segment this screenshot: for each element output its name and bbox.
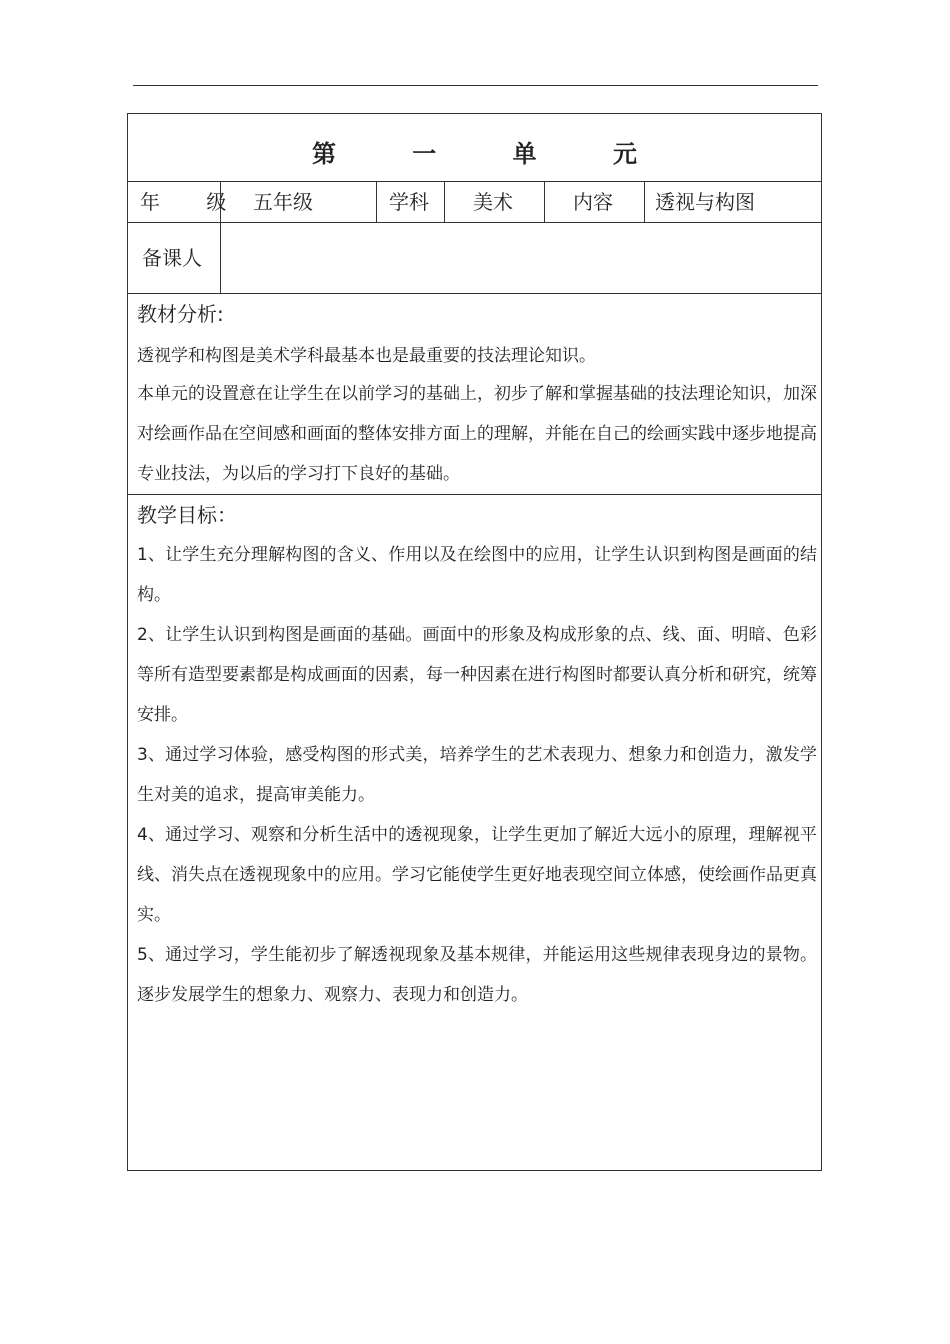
preparer-row [128, 223, 821, 294]
analysis-heading: 教材分析: [137, 302, 224, 326]
objective-item: 5、通过学习，学生能初步了解透视现象及基本规律，并能运用这些规律表现身边的景物。逐步发展学生的想象力、观察力、表现力和创造力。 [137, 945, 817, 1005]
subject-value: 美术 [445, 182, 545, 222]
grade-label-cell [128, 182, 247, 222]
preparer-value [221, 223, 821, 293]
analysis-section [128, 294, 821, 495]
content-value: 透视与构图 [655, 190, 755, 214]
objective-item: 1、让学生充分理解构图的含义、作用以及在绘图中的应用，让学生认识到构图是画面的结构。 [137, 545, 817, 605]
subject-label: 学科 [377, 182, 445, 222]
content-label: 内容 [545, 182, 645, 222]
grade-label: 年 级 [140, 190, 247, 214]
grade-value: 五年级 [221, 182, 377, 222]
lesson-plan-table [127, 113, 822, 1171]
objectives-heading: 教学目标： [137, 503, 237, 527]
analysis-paragraph: 本单元的设置意在让学生在以前学习的基础上，初步了解和掌握基础的技法理论知识，加深对绘画作品在空间感和画面的整体安排方面上的理解，并能在自己的绘画实践中逐步地提高专业技法，为以后的学习打下良好的基础。 [137, 384, 817, 484]
objective-item: 4、通过学习、观察和分析生活中的透视现象，让学生更加了解近大远小的原理，理解视平线、消失点在透视现象中的应用。学习它能使学生更好地表现空间立体感，使绘画作品更真实。 [137, 825, 817, 925]
analysis-paragraph: 透视学和构图是美术学科最基本也是最重要的技法理论知识。 [137, 346, 596, 366]
unit-title: 第 一 单 元 [311, 139, 672, 168]
meta-row [128, 182, 821, 223]
header-rule [133, 85, 818, 86]
preparer-label: 备课人 [128, 223, 221, 293]
objective-item: 2、让学生认识到构图是画面的基础。画面中的形象及构成形象的点、线、面、明暗、色彩等所有造型要素都是构成画面的因素，每一种因素在进行构图时都要认真分析和研究，统筹安排。 [137, 625, 817, 725]
objectives-list [137, 535, 817, 1015]
objective-item: 3、通过学习体验，感受构图的形式美，培养学生的艺术表现力、想象力和创造力，激发学生对美的追求，提高审美能力。 [137, 745, 817, 805]
objectives-section [128, 495, 821, 1170]
title-row [128, 114, 821, 182]
